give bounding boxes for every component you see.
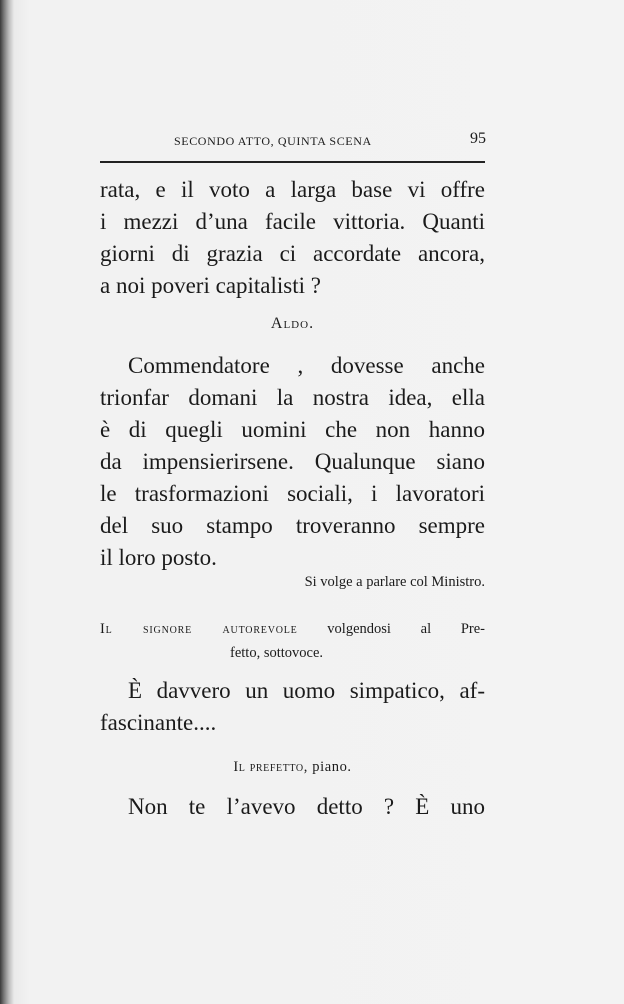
text-line: è di quegli uomini che non hanno (100, 417, 485, 442)
text-line: del suo stampo troveranno sempre (100, 513, 485, 538)
text-line: trionfar domani la nostra idea, ella (100, 385, 485, 410)
speaker-il-prefetto (100, 759, 485, 776)
paragraph-4 (100, 791, 485, 823)
speaker-direction-continued: fetto, sottovoce. (230, 645, 324, 661)
text-line: il loro posto. (100, 545, 217, 570)
text-line: fascinante.... (100, 710, 217, 735)
text-line: le trasformazioni sociali, i lavoratori (100, 481, 485, 506)
paragraph-2 (100, 350, 485, 574)
speaker-name: Il prefetto, (233, 759, 308, 775)
paragraph-1 (100, 174, 485, 302)
speaker-aldo: Aldo. (270, 315, 315, 332)
text-line: Commendatore , dovesse anche (128, 353, 485, 378)
text-line: i mezzi d’una facile vittoria. Quanti (100, 209, 485, 234)
header-rule (100, 161, 485, 163)
text-line: È davvero un uomo simpatico, af- (128, 678, 485, 703)
paragraph-3 (100, 675, 485, 739)
page-header (100, 132, 486, 154)
text-line: Non te l’avevo detto ? È uno (128, 794, 485, 819)
page-number: 95 (470, 130, 486, 147)
speaker-direction: volgendosi al Pre- (327, 621, 486, 637)
speaker-il-signore-autorevole (100, 617, 485, 665)
page-binding-edge (0, 0, 14, 1004)
stage-direction: Si volge a parlare col Ministro. (304, 574, 485, 590)
text-line: a noi poveri capitalisti ? (100, 273, 321, 298)
running-title: SECONDO ATTO, QUINTA SCENA (174, 134, 372, 148)
text-line: giorni di grazia ci accordate ancora, (100, 241, 485, 266)
speaker-name: Il signore autorevole (100, 621, 298, 637)
speaker-direction: piano. (312, 759, 352, 775)
text-line: rata, e il voto a larga base vi offre (100, 177, 485, 202)
speaker-line (100, 617, 485, 641)
text-line: da impensierirsene. Qualunque siano (100, 449, 485, 474)
